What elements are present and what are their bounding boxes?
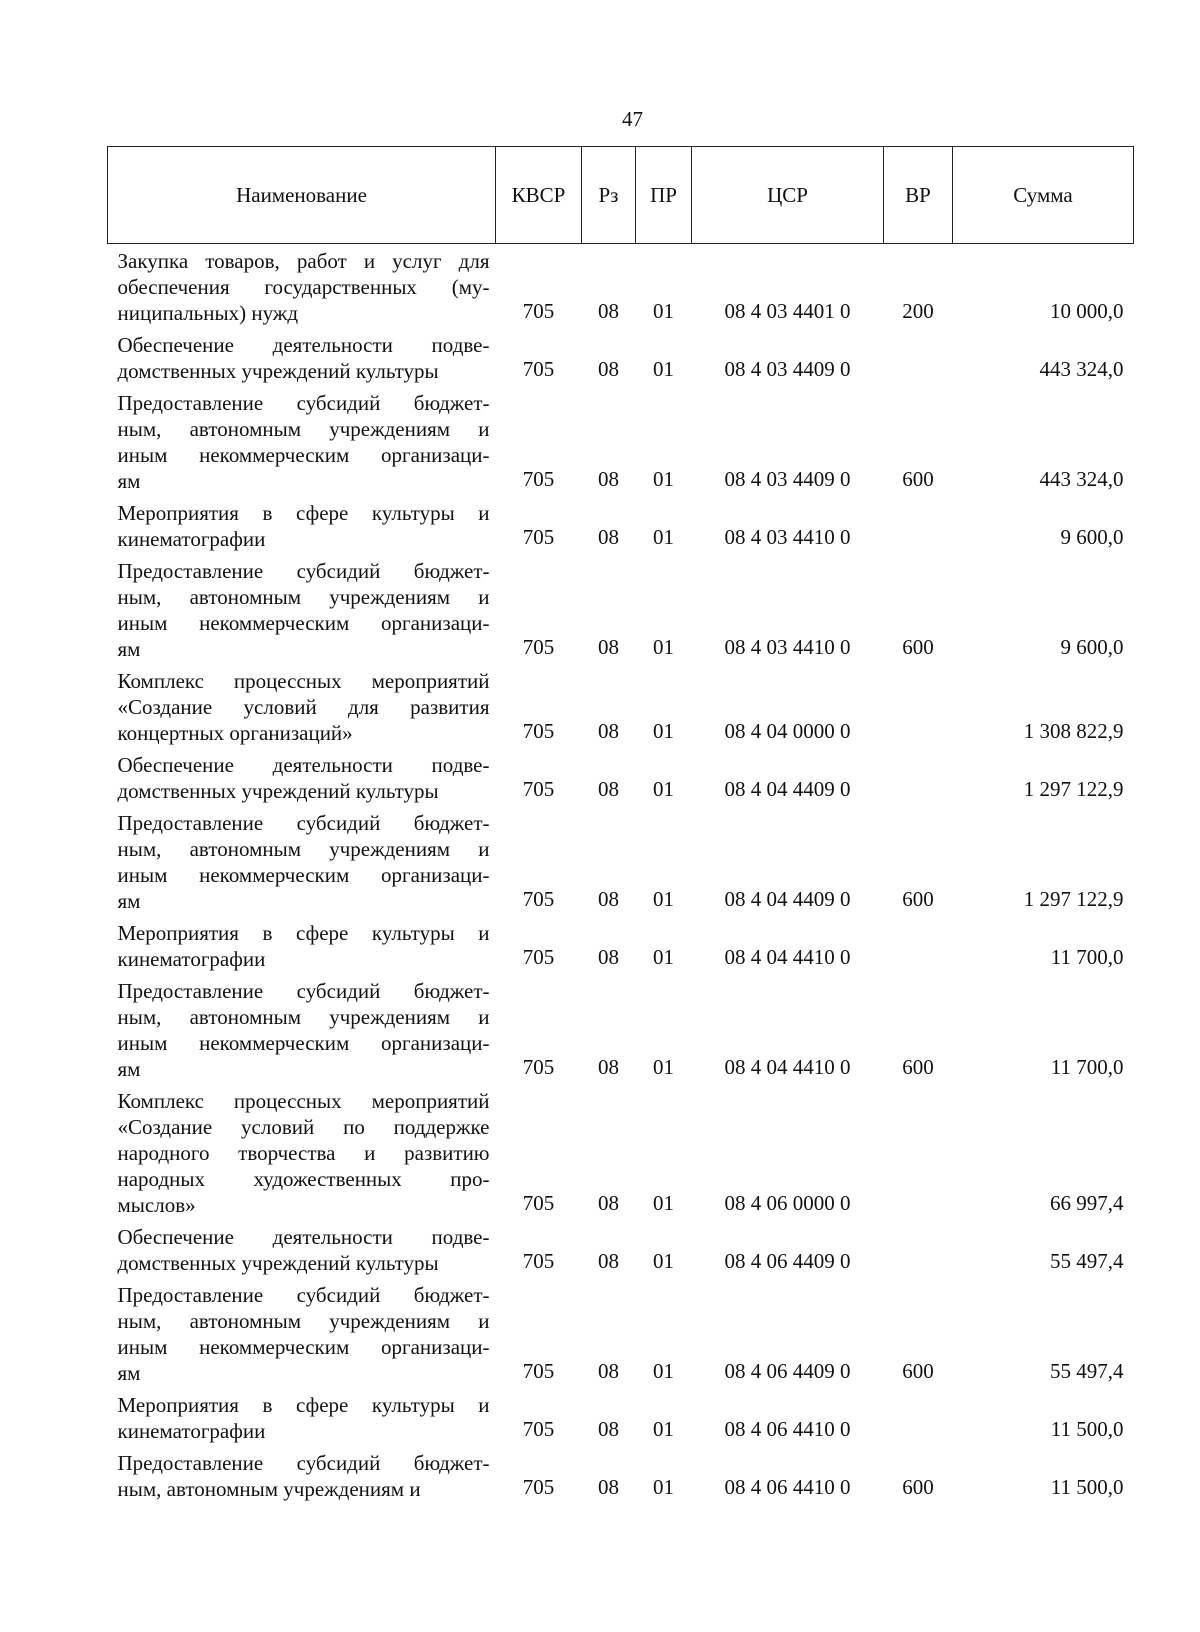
row-rz: 08 [598, 719, 619, 743]
row-vr [884, 748, 953, 806]
row-name-line: Предоставление субсидий бюджет- [117, 391, 490, 415]
row-rz: 08 [598, 357, 619, 381]
row-rz: 08 [598, 635, 619, 659]
row-name-line: иным некоммерческим организаци- [117, 443, 490, 467]
row-vr: 600 [902, 1475, 934, 1499]
row-name-cell [108, 974, 496, 1084]
row-csr: 08 4 06 4409 0 [724, 1249, 851, 1273]
table-row [108, 1278, 1134, 1388]
row-name-cell [108, 328, 496, 386]
row-kvsr: 705 [522, 1417, 555, 1441]
table-row [108, 244, 1134, 329]
row-rz: 08 [598, 887, 619, 911]
row-rz: 08 [598, 777, 619, 801]
row-name-line: домственных учреждений культуры [117, 359, 439, 383]
row-name-line: концертных организаций» [117, 721, 353, 745]
row-name-line: Комплекс процессных мероприятий [117, 1089, 490, 1113]
row-rz: 08 [598, 1055, 619, 1079]
row-kvsr: 705 [522, 1475, 555, 1499]
row-name-cell [108, 554, 496, 664]
table-row [108, 1446, 1134, 1504]
table-row [108, 806, 1134, 916]
row-kvsr: 705 [522, 1249, 555, 1273]
row-name-line: кинематографии [117, 947, 266, 971]
row-name-line: Предоставление субсидий бюджет- [117, 559, 490, 583]
row-csr: 08 4 04 4410 0 [724, 1055, 851, 1079]
header-pr: ПР [636, 147, 692, 244]
row-name-cell [108, 496, 496, 554]
row-csr: 08 4 03 4409 0 [724, 467, 851, 491]
row-vr [884, 328, 953, 386]
budget-table [107, 146, 1134, 1504]
table-row [108, 916, 1134, 974]
row-sum: 55 497,4 [1050, 1359, 1124, 1383]
row-vr: 200 [902, 299, 934, 323]
row-name-line: кинематографии [117, 1419, 266, 1443]
row-name-line: Мероприятия в сфере культуры и [117, 921, 490, 945]
row-name-line: иным некоммерческим организаци- [117, 863, 490, 887]
row-name-cell [108, 916, 496, 974]
row-kvsr: 705 [522, 945, 555, 969]
row-pr: 01 [653, 1475, 674, 1499]
row-rz: 08 [598, 1475, 619, 1499]
row-name-line: ным, автономным учреждениям и [117, 1477, 421, 1501]
row-kvsr: 705 [522, 1055, 555, 1079]
row-pr: 01 [653, 777, 674, 801]
row-name-line: Обеспечение деятельности подве- [117, 333, 490, 357]
row-name-line: ям [117, 1361, 141, 1385]
row-vr: 600 [902, 887, 934, 911]
row-sum: 11 700,0 [1050, 945, 1124, 969]
row-kvsr: 705 [522, 887, 555, 911]
row-csr: 08 4 03 4410 0 [724, 635, 851, 659]
row-name-line: Обеспечение деятельности подве- [117, 753, 490, 777]
row-name-line: домственных учреждений культуры [117, 1251, 439, 1275]
row-csr: 08 4 03 4409 0 [724, 357, 851, 381]
row-name-cell [108, 806, 496, 916]
row-kvsr: 705 [522, 525, 555, 549]
row-name-line: ям [117, 1057, 141, 1081]
row-pr: 01 [653, 299, 674, 323]
row-pr: 01 [653, 1055, 674, 1079]
row-kvsr: 705 [522, 1191, 555, 1215]
row-sum: 11 500,0 [1050, 1417, 1124, 1441]
row-name-cell [108, 664, 496, 748]
row-name-line: ным, автономным учреждениям и [117, 837, 490, 861]
row-vr: 600 [902, 635, 934, 659]
row-name-line: кинематографии [117, 527, 266, 551]
table-body [108, 244, 1134, 1505]
row-pr: 01 [653, 1359, 674, 1383]
row-name-line: ниципальных) нужд [117, 301, 298, 325]
row-vr: 600 [902, 467, 934, 491]
row-pr: 01 [653, 945, 674, 969]
row-name-line: Предоставление субсидий бюджет- [117, 1451, 490, 1475]
row-name-line: ям [117, 637, 141, 661]
row-rz: 08 [598, 525, 619, 549]
row-pr: 01 [653, 1191, 674, 1215]
table-row [108, 1388, 1134, 1446]
table-row [108, 554, 1134, 664]
row-csr: 08 4 03 4401 0 [724, 299, 851, 323]
row-name-line: домственных учреждений культуры [117, 779, 439, 803]
row-kvsr: 705 [522, 467, 555, 491]
row-name-cell [108, 386, 496, 496]
row-vr: 600 [902, 1055, 934, 1079]
table-row [108, 1220, 1134, 1278]
row-csr: 08 4 06 0000 0 [724, 1191, 851, 1215]
row-name-line: обеспечения государственных (му- [117, 275, 490, 299]
row-kvsr: 705 [522, 1359, 555, 1383]
row-name-line: мыслов» [117, 1193, 196, 1217]
row-sum: 1 297 122,9 [1023, 887, 1124, 911]
row-name-line: народного творчества и развитию [117, 1141, 490, 1165]
row-rz: 08 [598, 945, 619, 969]
row-csr: 08 4 06 4410 0 [724, 1417, 851, 1441]
row-name-line: Комплекс процессных мероприятий [117, 669, 490, 693]
row-kvsr: 705 [522, 635, 555, 659]
header-vr: ВР [884, 147, 953, 244]
row-sum: 1 297 122,9 [1023, 777, 1124, 801]
row-name-line: Мероприятия в сфере культуры и [117, 1393, 490, 1417]
header-rz: Рз [582, 147, 636, 244]
table-row [108, 496, 1134, 554]
row-sum: 443 324,0 [1039, 357, 1124, 381]
row-name-line: Предоставление субсидий бюджет- [117, 811, 490, 835]
row-name-line: «Создание условий по поддержке [117, 1115, 490, 1139]
row-pr: 01 [653, 635, 674, 659]
row-name-line: ям [117, 469, 141, 493]
row-name-line: Мероприятия в сфере культуры и [117, 501, 490, 525]
row-sum: 443 324,0 [1039, 467, 1124, 491]
table-row [108, 386, 1134, 496]
row-vr [884, 496, 953, 554]
table-row [108, 328, 1134, 386]
header-csr: ЦСР [692, 147, 884, 244]
row-name-line: ным, автономным учреждениям и [117, 417, 490, 441]
table-row [108, 974, 1134, 1084]
row-rz: 08 [598, 1249, 619, 1273]
row-name-cell [108, 748, 496, 806]
row-rz: 08 [598, 299, 619, 323]
row-csr: 08 4 04 4409 0 [724, 777, 851, 801]
row-pr: 01 [653, 357, 674, 381]
row-name-line: ям [117, 889, 141, 913]
row-rz: 08 [598, 1417, 619, 1441]
row-name-line: иным некоммерческим организаци- [117, 611, 490, 635]
row-name-line: ным, автономным учреждениям и [117, 1309, 490, 1333]
table-row [108, 1084, 1134, 1220]
row-vr: 600 [902, 1359, 934, 1383]
row-name-line: ным, автономным учреждениям и [117, 1005, 490, 1029]
row-kvsr: 705 [522, 777, 555, 801]
row-name-cell [108, 1278, 496, 1388]
row-sum: 11 700,0 [1050, 1055, 1124, 1079]
row-csr: 08 4 03 4410 0 [724, 525, 851, 549]
row-name-line: иным некоммерческим организаци- [117, 1335, 490, 1359]
row-pr: 01 [653, 887, 674, 911]
table-row [108, 748, 1134, 806]
table-row [108, 664, 1134, 748]
row-csr: 08 4 06 4409 0 [724, 1359, 851, 1383]
row-name-line: «Создание условий для развития [117, 695, 490, 719]
row-name-line: ным, автономным учреждениям и [117, 585, 490, 609]
row-name-line: иным некоммерческим организаци- [117, 1031, 490, 1055]
row-kvsr: 705 [522, 357, 555, 381]
row-pr: 01 [653, 1417, 674, 1441]
row-rz: 08 [598, 1359, 619, 1383]
header-row [108, 147, 1134, 244]
row-csr: 08 4 04 0000 0 [724, 719, 851, 743]
row-csr: 08 4 04 4409 0 [724, 887, 851, 911]
row-name-line: Предоставление субсидий бюджет- [117, 1283, 490, 1307]
row-sum: 10 000,0 [1050, 299, 1124, 323]
row-pr: 01 [653, 467, 674, 491]
row-name-cell [108, 1220, 496, 1278]
row-name-cell [108, 244, 496, 329]
page-number: 47 [622, 107, 643, 131]
row-vr [884, 1084, 953, 1220]
row-pr: 01 [653, 525, 674, 549]
row-name-cell [108, 1388, 496, 1446]
row-name-cell [108, 1446, 496, 1504]
row-name-line: Закупка товаров, работ и услуг для [117, 249, 490, 273]
row-name-line: Обеспечение деятельности подве- [117, 1225, 490, 1249]
row-sum: 9 600,0 [1060, 525, 1124, 549]
header-name: Наименование [108, 147, 496, 244]
header-sum: Сумма [953, 147, 1134, 244]
row-kvsr: 705 [522, 299, 555, 323]
row-sum: 66 997,4 [1050, 1191, 1124, 1215]
row-rz: 08 [598, 1191, 619, 1215]
row-name-line: народных художественных про- [117, 1167, 490, 1191]
row-sum: 9 600,0 [1060, 635, 1124, 659]
row-sum: 1 308 822,9 [1023, 719, 1124, 743]
row-pr: 01 [653, 719, 674, 743]
row-name-cell [108, 1084, 496, 1220]
row-rz: 08 [598, 467, 619, 491]
table-header [108, 147, 1134, 244]
row-kvsr: 705 [522, 719, 555, 743]
row-sum: 55 497,4 [1050, 1249, 1124, 1273]
row-vr [884, 664, 953, 748]
row-vr [884, 1388, 953, 1446]
row-vr [884, 916, 953, 974]
row-vr [884, 1220, 953, 1278]
row-pr: 01 [653, 1249, 674, 1273]
row-sum: 11 500,0 [1050, 1475, 1124, 1499]
row-name-line: Предоставление субсидий бюджет- [117, 979, 490, 1003]
row-csr: 08 4 06 4410 0 [724, 1475, 851, 1499]
row-csr: 08 4 04 4410 0 [724, 945, 851, 969]
header-kvsr: КВСР [496, 147, 582, 244]
